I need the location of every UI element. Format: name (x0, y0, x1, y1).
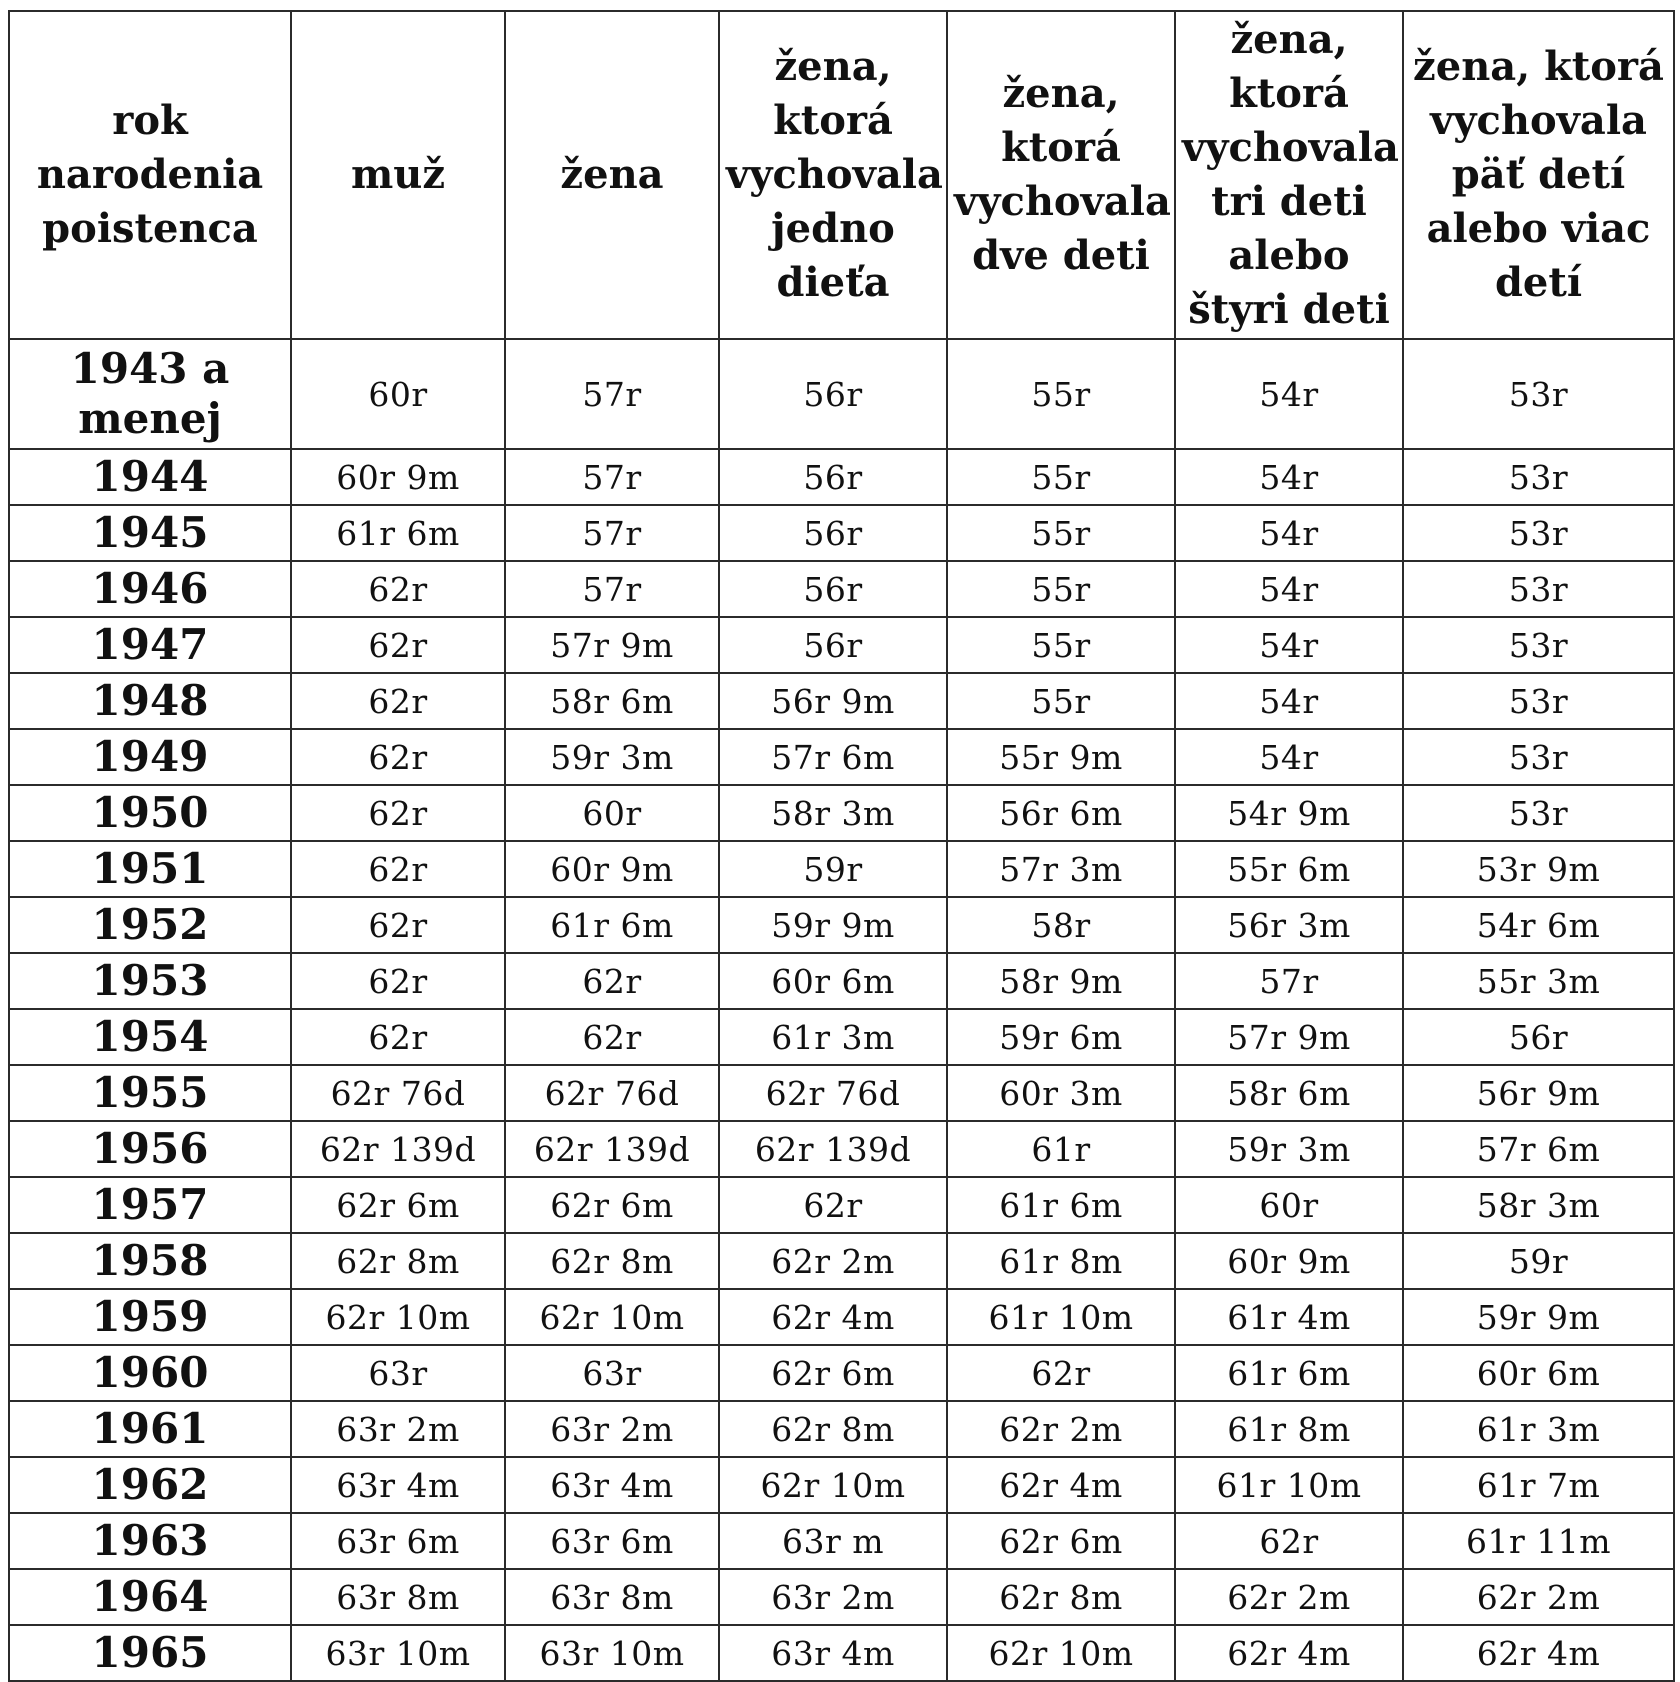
retirement-age-cell: 60r 9m (291, 449, 505, 505)
table-row (9, 841, 1674, 897)
retirement-age-cell: 55r (947, 617, 1175, 673)
table-row (9, 1009, 1674, 1065)
retirement-age-cell: 63r 6m (291, 1513, 505, 1569)
birth-year-cell: 1955 (9, 1065, 291, 1121)
retirement-age-cell: 62r (291, 617, 505, 673)
birth-year-cell: 1956 (9, 1121, 291, 1177)
birth-year-cell: 1962 (9, 1457, 291, 1513)
retirement-age-cell: 60r 9m (1175, 1233, 1403, 1289)
retirement-age-cell: 61r 3m (1403, 1401, 1674, 1457)
birth-year-cell: 1953 (9, 953, 291, 1009)
retirement-age-cell: 59r (1403, 1233, 1674, 1289)
retirement-age-cell: 61r 4m (1175, 1289, 1403, 1345)
birth-year-cell: 1949 (9, 729, 291, 785)
retirement-age-cell: 60r 3m (947, 1065, 1175, 1121)
table-row (9, 1569, 1674, 1625)
retirement-age-table (8, 10, 1675, 1682)
retirement-age-cell: 62r (1175, 1513, 1403, 1569)
retirement-age-cell: 62r 6m (505, 1177, 719, 1233)
retirement-age-cell: 59r 9m (719, 897, 947, 953)
retirement-age-cell: 58r 6m (1175, 1065, 1403, 1121)
retirement-age-cell: 62r 4m (1403, 1625, 1674, 1681)
retirement-age-cell: 62r (947, 1345, 1175, 1401)
retirement-age-cell: 53r (1403, 729, 1674, 785)
retirement-age-cell: 62r (719, 1177, 947, 1233)
retirement-age-cell: 61r (947, 1121, 1175, 1177)
retirement-age-cell: 62r (291, 897, 505, 953)
table-row (9, 673, 1674, 729)
birth-year-cell: 1943 a menej (9, 339, 291, 449)
retirement-age-cell: 62r 76d (505, 1065, 719, 1121)
retirement-age-cell: 58r 3m (719, 785, 947, 841)
retirement-age-cell: 56r (719, 505, 947, 561)
retirement-age-cell: 55r 6m (1175, 841, 1403, 897)
retirement-age-cell: 56r (1403, 1009, 1674, 1065)
retirement-age-cell: 57r 6m (1403, 1121, 1674, 1177)
retirement-age-cell: 54r (1175, 729, 1403, 785)
retirement-age-cell: 57r (505, 449, 719, 505)
header-woman: žena (505, 11, 719, 339)
retirement-age-cell: 56r (719, 449, 947, 505)
table-row (9, 561, 1674, 617)
retirement-age-cell: 62r 6m (291, 1177, 505, 1233)
retirement-age-cell: 57r 9m (505, 617, 719, 673)
retirement-age-cell: 60r 6m (1403, 1345, 1674, 1401)
retirement-age-cell: 62r (291, 841, 505, 897)
retirement-age-cell: 61r 6m (947, 1177, 1175, 1233)
retirement-age-cell: 60r 6m (719, 953, 947, 1009)
table-row (9, 785, 1674, 841)
header-birth-year: rok narodenia poistenca (9, 11, 291, 339)
birth-year-cell: 1952 (9, 897, 291, 953)
retirement-age-cell: 60r (505, 785, 719, 841)
table-row (9, 1401, 1674, 1457)
table-row (9, 1233, 1674, 1289)
retirement-age-cell: 62r 10m (505, 1289, 719, 1345)
retirement-age-cell: 56r (719, 339, 947, 449)
retirement-age-cell: 63r 2m (719, 1569, 947, 1625)
birth-year-cell: 1965 (9, 1625, 291, 1681)
retirement-age-cell: 54r 6m (1403, 897, 1674, 953)
retirement-age-cell: 54r (1175, 339, 1403, 449)
birth-year-cell: 1963 (9, 1513, 291, 1569)
birth-year-cell: 1946 (9, 561, 291, 617)
retirement-age-cell: 62r 4m (947, 1457, 1175, 1513)
retirement-age-cell: 59r (719, 841, 947, 897)
retirement-age-cell: 60r 9m (505, 841, 719, 897)
retirement-age-cell: 53r (1403, 617, 1674, 673)
retirement-age-cell: 61r 6m (505, 897, 719, 953)
retirement-age-cell: 62r (291, 785, 505, 841)
retirement-age-cell: 57r (505, 561, 719, 617)
retirement-age-cell: 53r (1403, 785, 1674, 841)
retirement-age-cell: 56r 9m (1403, 1065, 1674, 1121)
retirement-age-cell: 62r 6m (947, 1513, 1175, 1569)
birth-year-cell: 1945 (9, 505, 291, 561)
table-row (9, 1065, 1674, 1121)
retirement-age-cell: 53r (1403, 561, 1674, 617)
retirement-age-cell: 61r 10m (947, 1289, 1175, 1345)
retirement-age-cell: 58r 9m (947, 953, 1175, 1009)
retirement-age-cell: 59r 6m (947, 1009, 1175, 1065)
retirement-age-cell: 54r (1175, 505, 1403, 561)
retirement-age-cell: 62r 8m (505, 1233, 719, 1289)
retirement-age-cell: 62r 139d (719, 1121, 947, 1177)
retirement-age-cell: 63r 4m (719, 1625, 947, 1681)
retirement-age-cell: 62r (505, 953, 719, 1009)
retirement-age-cell: 62r 139d (291, 1121, 505, 1177)
retirement-age-cell: 63r 4m (291, 1457, 505, 1513)
retirement-age-cell: 53r (1403, 449, 1674, 505)
retirement-age-cell: 56r 9m (719, 673, 947, 729)
retirement-age-cell: 57r 6m (719, 729, 947, 785)
retirement-age-cell: 63r 10m (505, 1625, 719, 1681)
retirement-age-cell: 62r (291, 561, 505, 617)
birth-year-cell: 1959 (9, 1289, 291, 1345)
retirement-age-cell: 62r 76d (291, 1065, 505, 1121)
table-row (9, 617, 1674, 673)
retirement-age-cell: 56r 6m (947, 785, 1175, 841)
retirement-age-cell: 57r 9m (1175, 1009, 1403, 1065)
header-man: muž (291, 11, 505, 339)
retirement-age-cell: 62r 139d (505, 1121, 719, 1177)
retirement-age-cell: 58r 3m (1403, 1177, 1674, 1233)
retirement-age-cell: 56r (719, 561, 947, 617)
birth-year-cell: 1961 (9, 1401, 291, 1457)
retirement-age-cell: 62r 4m (1175, 1625, 1403, 1681)
retirement-age-cell: 58r (947, 897, 1175, 953)
retirement-age-cell: 53r (1403, 339, 1674, 449)
retirement-age-cell: 55r (947, 505, 1175, 561)
birth-year-cell: 1948 (9, 673, 291, 729)
retirement-age-cell: 55r (947, 449, 1175, 505)
retirement-age-cell: 59r 9m (1403, 1289, 1674, 1345)
retirement-age-cell: 61r 3m (719, 1009, 947, 1065)
retirement-age-cell: 63r 8m (505, 1569, 719, 1625)
birth-year-cell: 1947 (9, 617, 291, 673)
table-wrapper (8, 10, 1675, 1682)
retirement-age-cell: 63r 6m (505, 1513, 719, 1569)
retirement-age-cell: 60r (291, 339, 505, 449)
retirement-age-cell: 62r 8m (947, 1569, 1175, 1625)
table-row (9, 1289, 1674, 1345)
retirement-age-cell: 62r 76d (719, 1065, 947, 1121)
retirement-age-cell: 62r 2m (1403, 1569, 1674, 1625)
retirement-age-cell: 61r 8m (1175, 1401, 1403, 1457)
retirement-age-cell: 56r (719, 617, 947, 673)
table-row (9, 1625, 1674, 1681)
retirement-age-cell: 62r (291, 1009, 505, 1065)
table-row (9, 1457, 1674, 1513)
retirement-age-cell: 57r 3m (947, 841, 1175, 897)
retirement-age-cell: 62r 2m (947, 1401, 1175, 1457)
retirement-age-cell: 63r 2m (505, 1401, 719, 1457)
retirement-age-cell: 55r (947, 561, 1175, 617)
retirement-age-cell: 63r 4m (505, 1457, 719, 1513)
table-row (9, 1345, 1674, 1401)
retirement-age-cell: 63r 8m (291, 1569, 505, 1625)
table-row (9, 1513, 1674, 1569)
birth-year-cell: 1958 (9, 1233, 291, 1289)
birth-year-cell: 1964 (9, 1569, 291, 1625)
retirement-age-cell: 61r 7m (1403, 1457, 1674, 1513)
retirement-age-cell: 62r 8m (291, 1233, 505, 1289)
birth-year-cell: 1951 (9, 841, 291, 897)
retirement-age-cell: 54r (1175, 561, 1403, 617)
header-woman-three-four-children: žena, ktorá vychovala tri deti alebo štyri deti (1175, 11, 1403, 339)
retirement-age-cell: 63r (505, 1345, 719, 1401)
retirement-age-cell: 62r (291, 673, 505, 729)
table-row (9, 953, 1674, 1009)
retirement-age-cell: 58r 6m (505, 673, 719, 729)
retirement-age-cell: 54r (1175, 673, 1403, 729)
retirement-age-cell: 62r (505, 1009, 719, 1065)
retirement-age-cell: 55r 9m (947, 729, 1175, 785)
header-woman-two-children: žena, ktorá vychovala dve deti (947, 11, 1175, 339)
retirement-age-cell: 61r 6m (291, 505, 505, 561)
table-row (9, 1177, 1674, 1233)
retirement-age-cell: 62r 4m (719, 1289, 947, 1345)
retirement-age-cell: 62r 2m (1175, 1569, 1403, 1625)
retirement-age-cell: 55r 3m (1403, 953, 1674, 1009)
table-header (9, 11, 1674, 339)
birth-year-cell: 1950 (9, 785, 291, 841)
retirement-age-cell: 62r 8m (719, 1401, 947, 1457)
retirement-age-cell: 62r 2m (719, 1233, 947, 1289)
retirement-age-cell: 59r 3m (1175, 1121, 1403, 1177)
retirement-age-cell: 54r (1175, 449, 1403, 505)
table-row (9, 729, 1674, 785)
retirement-age-cell: 63r (291, 1345, 505, 1401)
retirement-age-cell: 61r 6m (1175, 1345, 1403, 1401)
retirement-age-cell: 62r (291, 729, 505, 785)
retirement-age-cell: 60r (1175, 1177, 1403, 1233)
table-body (9, 339, 1674, 1681)
retirement-age-cell: 53r (1403, 505, 1674, 561)
retirement-age-cell: 62r 6m (719, 1345, 947, 1401)
retirement-age-cell: 53r (1403, 673, 1674, 729)
retirement-age-cell: 62r 10m (947, 1625, 1175, 1681)
birth-year-cell: 1954 (9, 1009, 291, 1065)
retirement-age-cell: 57r (505, 505, 719, 561)
header-row (9, 11, 1674, 339)
retirement-age-cell: 55r (947, 673, 1175, 729)
retirement-age-cell: 53r 9m (1403, 841, 1674, 897)
retirement-age-cell: 54r (1175, 617, 1403, 673)
retirement-age-cell: 57r (505, 339, 719, 449)
header-woman-one-child: žena, ktorá vychovala jedno dieťa (719, 11, 947, 339)
retirement-age-cell: 55r (947, 339, 1175, 449)
retirement-age-cell: 63r m (719, 1513, 947, 1569)
retirement-age-cell: 63r 2m (291, 1401, 505, 1457)
header-woman-five-plus-children: žena, ktorá vychovala päť detí alebo viac detí (1403, 11, 1674, 339)
table-row (9, 505, 1674, 561)
retirement-age-cell: 57r (1175, 953, 1403, 1009)
retirement-age-cell: 54r 9m (1175, 785, 1403, 841)
retirement-age-cell: 62r (291, 953, 505, 1009)
retirement-age-cell: 62r 10m (719, 1457, 947, 1513)
birth-year-cell: 1944 (9, 449, 291, 505)
retirement-age-cell: 59r 3m (505, 729, 719, 785)
table-row (9, 897, 1674, 953)
retirement-age-cell: 61r 8m (947, 1233, 1175, 1289)
retirement-age-cell: 61r 11m (1403, 1513, 1674, 1569)
table-row (9, 339, 1674, 449)
birth-year-cell: 1960 (9, 1345, 291, 1401)
table-row (9, 449, 1674, 505)
retirement-age-cell: 61r 10m (1175, 1457, 1403, 1513)
birth-year-cell: 1957 (9, 1177, 291, 1233)
table-row (9, 1121, 1674, 1177)
retirement-age-cell: 63r 10m (291, 1625, 505, 1681)
retirement-age-cell: 56r 3m (1175, 897, 1403, 953)
retirement-age-cell: 62r 10m (291, 1289, 505, 1345)
